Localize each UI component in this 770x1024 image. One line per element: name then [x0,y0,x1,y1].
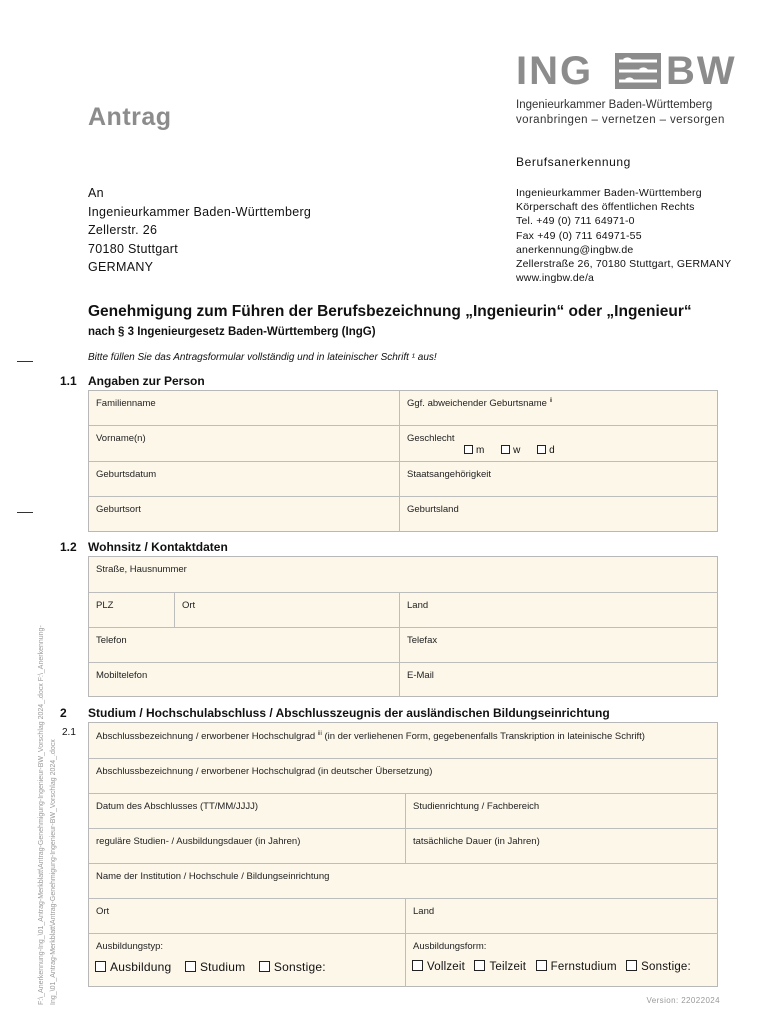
abschluss-datum-field[interactable]: Datum des Abschlusses (TT/MM/JJJJ) [89,794,406,829]
strasse-field[interactable]: Straße, Hausnummer [89,557,718,593]
typ-sonstige-checkbox[interactable]: Sonstige: [259,960,326,974]
geburtsland-field[interactable]: Geburtsland [407,504,459,515]
abschluss-original-field[interactable]: Abschlussbezeichnung / erworbener Hochschulgrad $^{iii}$ (in der verliehenen Form, gegebenenfalls Transkription in lateinische Schrift) [89,723,718,759]
abschluss-deutsch-field[interactable]: Abschlussbezeichnung / erworbener Hochschulgrad (in deutscher Übersetzung) [89,759,718,794]
gender-w-checkbox[interactable]: w [501,445,520,456]
ausbildungstyp-field: Ausbildungstyp: Ausbildung Studium Sonstige: [89,934,406,987]
typ-studium-checkbox[interactable]: Studium [185,960,245,974]
typ-ausbildung-checkbox[interactable]: Ausbildung [95,960,171,974]
email-field[interactable]: E-Mail [407,670,434,681]
geschlecht-field: Geschlecht m w d [400,426,718,462]
fold-mark [17,361,33,362]
mobiltelefon-field[interactable]: Mobiltelefon [89,663,400,697]
logo-text-bw: BW [666,49,737,93]
subsection-number: 2.1 [62,727,76,738]
org-name: Ingenieurkammer Baden-Württemberg [516,99,713,111]
recipient-address: An Ingenieurkammer Baden-Württemberg Zellerstr. 26 70180 Stuttgart GERMANY [88,186,312,274]
form-subheading: nach § 3 Ingenieurgesetz Baden-Württemberg (IngG) [88,326,376,338]
geburtsname-field[interactable]: Ggf. abweichender Geburtsname $^{ii}$ [400,391,718,426]
version-label: Version: 22022024 [646,996,720,1005]
vorname-field[interactable]: Vorname(n) [89,426,400,462]
section-title: Wohnsitz / Kontaktdaten [88,540,228,554]
person-form [88,390,718,532]
institution-land-field[interactable]: Land [406,899,718,934]
section-number: 1.1 [60,374,77,388]
ort-field[interactable]: Ort [175,593,400,628]
plz-field[interactable]: PLZ [89,593,175,628]
staatsangehoerigkeit-field[interactable]: Staatsangehörigkeit [400,462,718,497]
fill-instructions: Bitte füllen Sie das Antragsformular vollständig und in lateinischer Schrift ¹ aus! [88,352,437,363]
lion-crest-icon [615,53,661,89]
geburtsort-field[interactable]: Geburtsort [89,497,400,532]
form-heading: Genehmigung zum Führen der Berufsbezeichnung „Ingenieurin“ oder „Ingenieur“ [88,303,692,320]
file-path-line-2: Ing_\01_Antrag-Merkblatt\Antrag-Genehmigung-Ingenieur-BW_Vorschlag 2024_.docx [50,739,57,1005]
section-number: 2 [60,706,67,720]
file-path-line-1: F:\_Anerkennung-Ing_\01_Antrag-Merkblatt\Antrag-Genehmigung-Ingenieur-BW_Vorschlag 2024_.docx F:\_Anerkennung- [38,625,45,1005]
form-sonstige-checkbox[interactable]: Sonstige: [626,961,691,973]
website-link[interactable]: www.ingbw.de/a [516,272,595,285]
land-field[interactable]: Land [400,593,718,628]
page-title: Antrag [88,103,172,131]
section-title: Angaben zur Person [88,374,205,388]
studienrichtung-field[interactable]: Studienrichtung / Fachbereich [406,794,718,829]
familienname-field[interactable]: Familienname [89,391,400,426]
email-link[interactable]: anerkennung@ingbw.de [516,243,634,256]
ingbw-logo [516,49,737,93]
geburtsdatum-field[interactable]: Geburtsdatum [89,462,400,497]
institution-field[interactable]: Name der Institution / Hochschule / Bildungseinrichtung [89,864,718,899]
org-tagline: voranbringen – vernetzen – versorgen [516,114,725,126]
ausbildungsform-field: Ausbildungsform: Vollzeit Teilzeit Fernstudium Sonstige: [413,941,691,973]
gender-d-checkbox[interactable]: d [537,445,555,456]
residence-form [88,556,718,697]
fold-mark [17,512,33,513]
education-form [88,722,718,987]
form-vollzeit-checkbox[interactable]: Vollzeit [412,961,465,973]
contact-block: Ingenieurkammer Baden-Württemberg Körperschaft des öffentlichen Rechts Tel. +49 (0) 711 64971-0 Fax +49 (0) 711 64971-55 anerkennung@ingbw.de Zellerstraße 26, 70180 Stuttgart, GERMANY www.ingbw.de/a [516,187,732,285]
regulaere-dauer-field[interactable]: reguläre Studien- / Ausbildungsdauer (in Jahren) [89,829,406,864]
telefon-field[interactable]: Telefon [89,628,400,663]
form-teilzeit-checkbox[interactable]: Teilzeit [474,961,526,973]
category-label: Berufsanerkennung [516,155,631,169]
logo-text-ing: ING [516,49,594,93]
section-title: Studium / Hochschulabschluss / Abschlusszeugnis der ausländischen Bildungseinrichtung [88,706,610,720]
tatsaechliche-dauer-field[interactable]: tatsächliche Dauer (in Jahren) [406,829,718,864]
institution-ort-field[interactable]: Ort [89,899,406,934]
telefax-field[interactable]: Telefax [400,628,718,663]
gender-m-checkbox[interactable]: m [464,445,484,456]
form-fernstudium-checkbox[interactable]: Fernstudium [536,961,617,973]
section-number: 1.2 [60,540,77,554]
